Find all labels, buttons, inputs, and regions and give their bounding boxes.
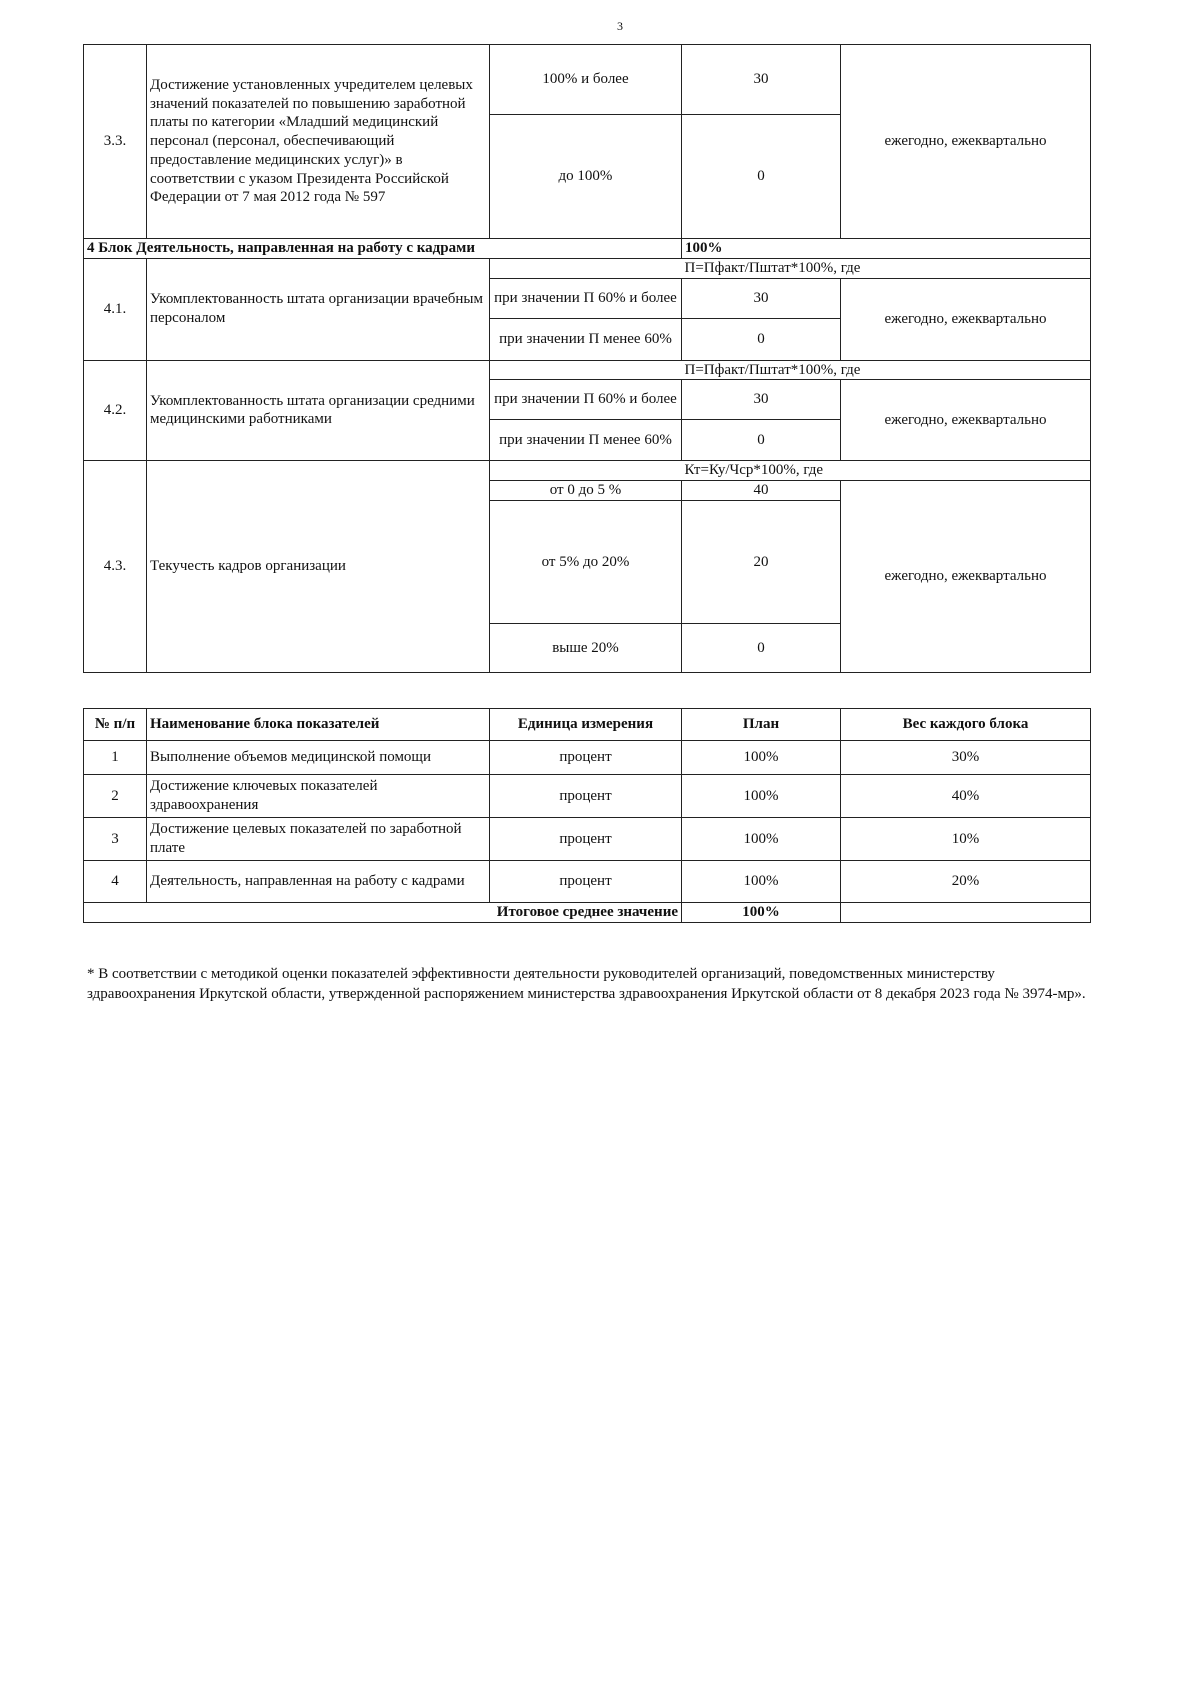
- indicator-number: 4.1.: [84, 258, 147, 360]
- block-name: Достижение ключевых показателей здравоохранения: [147, 775, 490, 818]
- total-row: [84, 903, 1091, 923]
- table-row: [84, 775, 1091, 818]
- row-number: 1: [84, 741, 147, 775]
- table-row: [84, 461, 1091, 481]
- score-cell: 0: [682, 624, 841, 673]
- period-cell: ежегодно, ежеквартально: [841, 278, 1091, 360]
- table-row: [84, 741, 1091, 775]
- row-number: 3: [84, 818, 147, 861]
- condition-cell: 100% и более: [490, 45, 682, 115]
- score-cell: 0: [682, 115, 841, 239]
- row-number: 4: [84, 861, 147, 903]
- condition-cell: до 100%: [490, 115, 682, 239]
- page-number: 3: [617, 19, 623, 33]
- formula-cell: Кт=Ку/Чср*100%, где: [682, 461, 1091, 481]
- indicator-number: 4.3.: [84, 461, 147, 673]
- condition-cell: при значении П менее 60%: [490, 318, 682, 360]
- column-header: Вес каждого блока: [841, 709, 1091, 741]
- period-cell: ежегодно, ежеквартально: [841, 45, 1091, 239]
- unit-cell: процент: [490, 741, 682, 775]
- block-weight: 100%: [682, 239, 1091, 259]
- indicators-table: [83, 44, 1091, 673]
- indicator-number: 4.2.: [84, 360, 147, 461]
- indicator-name: Достижение установленных учредителем целевых значений показателей по повышению заработной платы по категории «Младший медицинский персонал (персонал, обеспечивающий предоставление медицинских услуг)» в соответствии с указом Президента Российской Федерации от 7 мая 2012 года № 597: [147, 45, 490, 239]
- indicator-name: Текучесть кадров организации: [147, 461, 490, 673]
- indicator-name: Укомплектованность штата организации средними медицинскими работниками: [147, 360, 490, 461]
- header-row: [84, 709, 1091, 741]
- period-cell: ежегодно, ежеквартально: [841, 380, 1091, 461]
- block-header-row: [84, 239, 1091, 259]
- score-cell: 40: [682, 481, 841, 501]
- score-cell: 30: [682, 45, 841, 115]
- unit-cell: процент: [490, 775, 682, 818]
- table-row: [84, 818, 1091, 861]
- plan-cell: 100%: [682, 775, 841, 818]
- condition-cell: от 0 до 5 %: [490, 481, 682, 501]
- block-name: Деятельность, направленная на работу с кадрами: [147, 861, 490, 903]
- condition-cell: при значении П 60% и более: [490, 380, 682, 420]
- block-name: Достижение целевых показателей по заработной плате: [147, 818, 490, 861]
- table-row: [84, 45, 1091, 115]
- total-label: Итоговое среднее значение: [84, 903, 682, 923]
- column-header: № п/п: [84, 709, 147, 741]
- column-header: План: [682, 709, 841, 741]
- row-number: 2: [84, 775, 147, 818]
- formula-cell: П=Пфакт/Пштат*100%, где: [682, 360, 1091, 380]
- table-row: [84, 258, 1091, 278]
- condition-cell: от 5% до 20%: [490, 501, 682, 624]
- score-cell: 30: [682, 278, 841, 318]
- column-header: Наименование блока показателей: [147, 709, 490, 741]
- block-name: Выполнение объемов медицинской помощи: [147, 741, 490, 775]
- unit-cell: процент: [490, 818, 682, 861]
- indicator-name: Укомплектованность штата организации врачебным персоналом: [147, 258, 490, 360]
- weight-cell: 30%: [841, 741, 1091, 775]
- footnote: * В соответствии с методикой оценки показателей эффективности деятельности руководителей организаций, поведомственных министерству здравоохранения Иркутской области, утвержденной распоряжением министерства здравоохранения Иркутской области от 8 декабря 2023 года № 3974-мр».: [87, 966, 1086, 1002]
- column-header: Единица измерения: [490, 709, 682, 741]
- score-cell: 0: [682, 420, 841, 461]
- weight-cell: 40%: [841, 775, 1091, 818]
- plan-cell: 100%: [682, 818, 841, 861]
- score-cell: 0: [682, 318, 841, 360]
- total-plan: 100%: [682, 903, 841, 923]
- plan-cell: 100%: [682, 741, 841, 775]
- summary-table: [83, 708, 1091, 923]
- score-cell: 30: [682, 380, 841, 420]
- block-title: 4 Блок Деятельность, направленная на работу с кадрами: [84, 239, 682, 259]
- indicator-number: 3.3.: [84, 45, 147, 239]
- table-row: [84, 861, 1091, 903]
- condition-cell: при значении П 60% и более: [490, 278, 682, 318]
- condition-cell: выше 20%: [490, 624, 682, 673]
- condition-cell: при значении П менее 60%: [490, 420, 682, 461]
- unit-cell: процент: [490, 861, 682, 903]
- formula-cell: П=Пфакт/Пштат*100%, где: [682, 258, 1091, 278]
- period-cell: ежегодно, ежеквартально: [841, 481, 1091, 673]
- score-cell: 20: [682, 501, 841, 624]
- weight-cell: 20%: [841, 861, 1091, 903]
- weight-cell: 10%: [841, 818, 1091, 861]
- table-row: [84, 360, 1091, 380]
- plan-cell: 100%: [682, 861, 841, 903]
